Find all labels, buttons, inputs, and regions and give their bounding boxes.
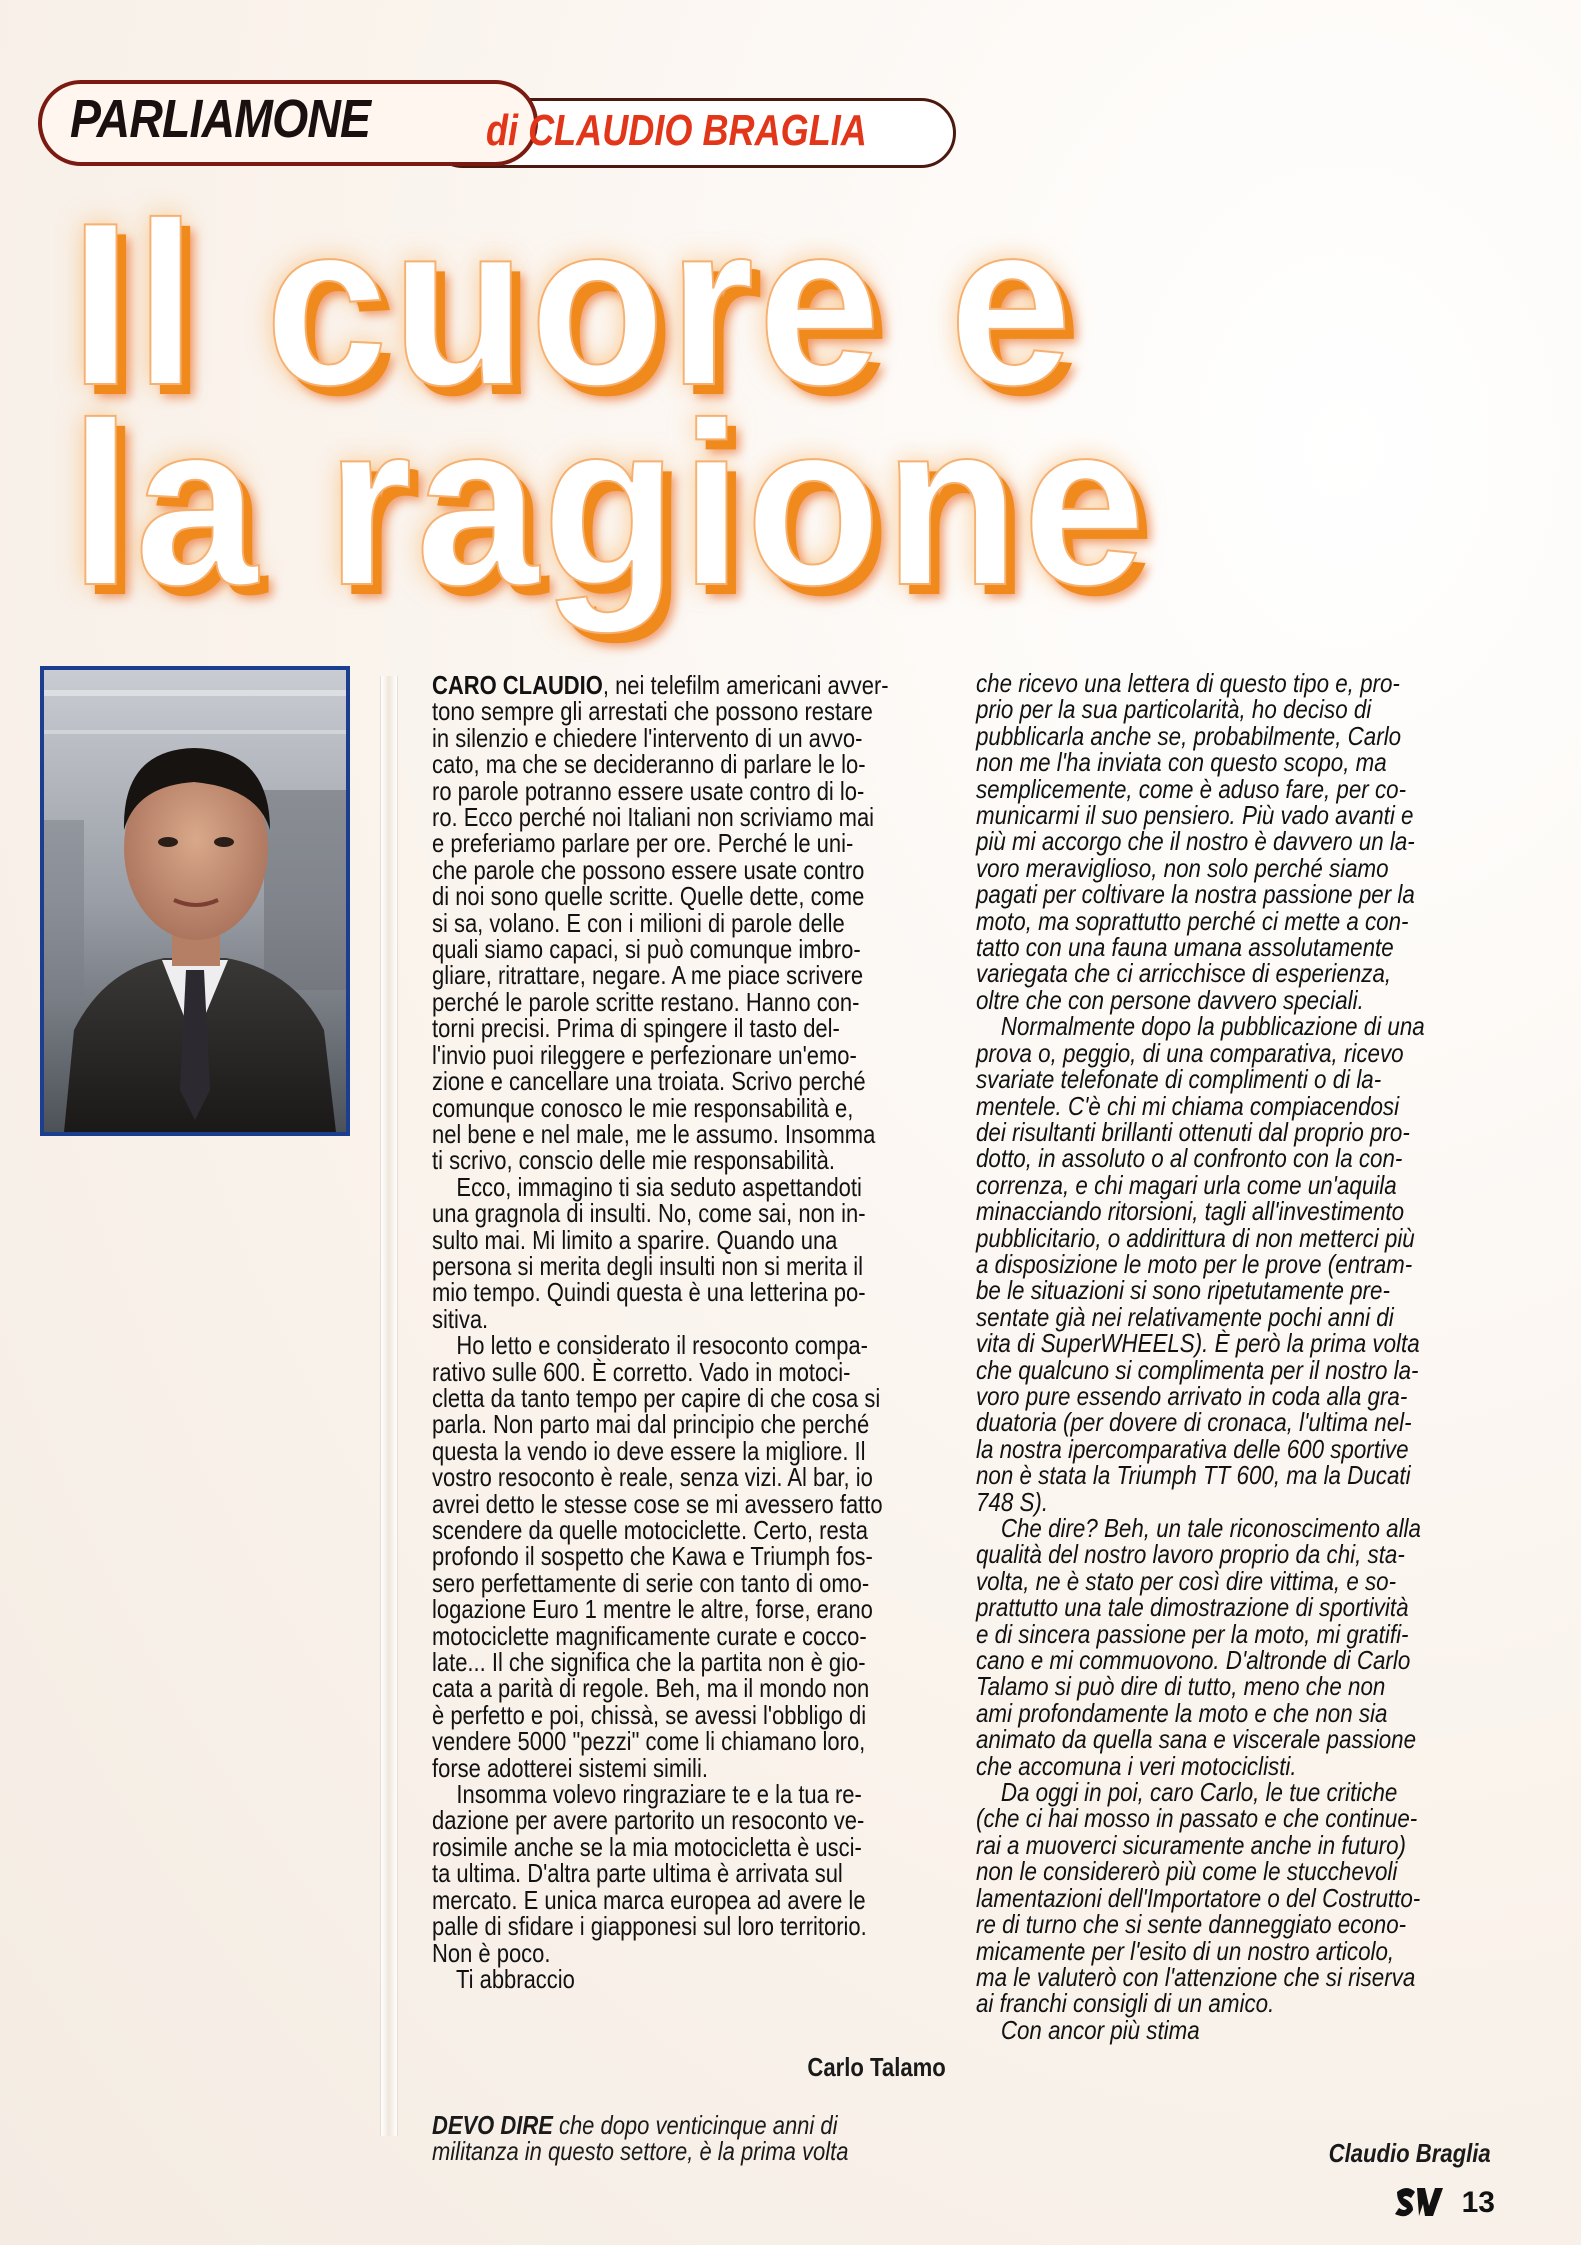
reply-line: oltre che con persone davvero speciali.: [976, 984, 1364, 1015]
reply-line: prova o, peggio, di una comparativa, ricevo: [976, 1037, 1404, 1068]
reply-line: animato da quella sana e viscerale passione: [976, 1724, 1417, 1755]
letter-column: [432, 672, 952, 1992]
letter-line: dazione per avere partorito un resoconto ve-: [432, 1805, 865, 1836]
letter-line: cata a parità di regole. Beh, ma il mondo non: [432, 1673, 870, 1704]
letter-line: tono sempre gli arrestati che possono restare: [432, 696, 873, 727]
reply-line: voro pure essendo arrivato in coda alla gra-: [976, 1380, 1408, 1411]
letter-line: perché le parole scritte restano. Hanno con-: [432, 986, 860, 1017]
reply-line: Con ancor più stima: [976, 2014, 1200, 2045]
reply-line: correnza, e chi magari urla come un'aquila: [976, 1169, 1397, 1200]
reply-opening-line: militanza in questo settore, è la prima volta: [432, 2136, 849, 2167]
letter-salutation: CARO CLAUDIO: [432, 670, 603, 700]
letter-line: parla. Non parto mai dal principio che perché: [432, 1409, 870, 1440]
letter-line: ro parole potranno essere usate contro di lo-: [432, 775, 865, 806]
author-portrait: [40, 666, 350, 1136]
reply-signature: Claudio Braglia: [1328, 2138, 1491, 2168]
letter-line: rativo sulle 600. È corretto. Vado in motoci-: [432, 1356, 851, 1387]
section-title: PARLIAMONE: [70, 89, 371, 149]
reply-opening-line: DEVO DIRE che dopo venticinque anni di: [432, 2110, 838, 2140]
reply-line: più mi accorgo che il nostro è davvero un la-: [976, 826, 1415, 857]
letter-line: forse adotterei sistemi simili.: [432, 1752, 708, 1783]
reply-line: sentate già nei relativamente pochi anni di: [976, 1301, 1394, 1332]
letter-line: si sa, volano. E con i milioni di parole delle: [432, 907, 845, 938]
letter-line: sulto mai. Mi limito a sparire. Quando una: [432, 1224, 838, 1255]
reply-line: non le considererò più come le stucchevoli: [976, 1856, 1398, 1887]
reply-line: pubblicitario, o addirittura di non metterci più: [976, 1222, 1415, 1253]
letter-line: di noi sono quelle scritte. Quelle dette, come: [432, 881, 865, 912]
reply-line: dotto, in assoluto o al confronto con la con-: [976, 1143, 1403, 1174]
reply-line: non è stata la Triumph TT 600, ma la Ducati: [976, 1460, 1411, 1491]
reply-column: [976, 670, 1496, 2043]
reply-line: moto, ma soprattutto perché ci mette a con-: [976, 905, 1409, 936]
letter-line: late... Il che significa che la partita non è gio-: [432, 1647, 866, 1678]
letter-line: l'invio puoi rileggere e perfezionare un'emo-: [432, 1039, 857, 1070]
portrait-illustration: [44, 670, 346, 1132]
letter-line: ta ultima. D'altra parte ultima è arrivata sul: [432, 1858, 843, 1889]
letter-line: mercato. E unica marca europea ad avere le: [432, 1884, 866, 1915]
letter-line: Ecco, immagino ti sia seduto aspettandoti: [432, 1171, 862, 1202]
reply-line: pagati per coltivare la nostra passione per la: [976, 879, 1415, 910]
headline-line-1: Il cuore e: [70, 175, 1076, 434]
letter-line: Non è poco.: [432, 1937, 551, 1968]
reply-line: non me l'ha inviata con questo scopo, ma: [976, 747, 1387, 778]
author-byline: di CLAUDIO BRAGLIA: [486, 106, 867, 155]
reply-line: pubblicarla anche se, probabilmente, Carlo: [976, 720, 1402, 751]
reply-line: semplicemente, come è aduso fare, per co-: [976, 773, 1407, 804]
reply-line: svariate telefonate di complimenti o di la-: [976, 1064, 1382, 1095]
reply-line: Da oggi in poi, caro Carlo, le tue critiche: [976, 1777, 1398, 1808]
reply-line: prattutto una tale dimostrazione di sportività: [976, 1592, 1409, 1623]
column-divider: [380, 676, 398, 2136]
letter-line: palle di sfidare i giapponesi sul loro territorio.: [432, 1911, 867, 1942]
article-headline: [70, 175, 1150, 634]
reply-line: dei risultanti brillanti ottenuti dal proprio pro-: [976, 1116, 1410, 1147]
reply-line: be le situazioni si sono ripetutamente pre-: [976, 1275, 1390, 1306]
letter-line: quali siamo capaci, si può comunque imbro-: [432, 934, 861, 965]
reply-line: Che dire? Beh, un tale riconoscimento alla: [976, 1513, 1421, 1543]
reply-line: che qualcuno si complimenta per il nostro la-: [976, 1354, 1419, 1385]
reply-line: vita di SuperWHEELS). È però la prima volta: [976, 1328, 1420, 1359]
reply-line: ai franchi consigli di un amico.: [976, 1988, 1275, 2019]
reply-line: tatto con una fauna umana assolutamente: [976, 932, 1394, 963]
letter-line: logazione Euro 1 mentre le altre, forse, erano: [432, 1594, 873, 1625]
reply-line: cano e mi commuovono. D'altronde di Carlo: [976, 1645, 1411, 1676]
reply-line: ami profondamente la moto e che non sia: [976, 1697, 1388, 1728]
headline-line-2: la ragione: [70, 375, 1150, 634]
reply-line: prio per la sua particolarità, ho deciso di: [976, 694, 1372, 725]
letter-line: nel bene e nel male, me le assumo. Insomma: [432, 1118, 876, 1149]
letter-line: vendere 5000 "pezzi" come li chiamano loro,: [432, 1726, 866, 1757]
reply-line: a disposizione le moto per le prove (entram-: [976, 1248, 1413, 1279]
reply-line: 748 S).: [976, 1486, 1049, 1517]
reply-line: municarmi il suo pensiero. Più vado avanti e: [976, 800, 1414, 831]
letter-line: torni precisi. Prima di spingere il tasto del-: [432, 1013, 840, 1044]
letter-line: Insomma volevo ringraziare te e la tua re-: [432, 1779, 862, 1810]
reply-line: variegata che ci arricchisce di esperienza,: [976, 958, 1392, 989]
letter-line: mio tempo. Quindi questa è una letterina po-: [432, 1277, 866, 1308]
reply-line: che ricevo una lettera di questo tipo e, pro-: [976, 668, 1400, 698]
letter-signature: Carlo Talamo: [807, 2052, 946, 2082]
reply-line: la nostra ipercomparativa delle 600 sportive: [976, 1433, 1409, 1464]
reply-line: ma le valuterò con l'attenzione che si riserva: [976, 1961, 1416, 1992]
letter-line: in silenzio e chiedere l'intervento di un avvo-: [432, 722, 863, 753]
letter-line: che parole che possono essere usate contro: [432, 854, 865, 885]
reply-line: rai a muoverci sicuramente anche in futuro): [976, 1829, 1407, 1860]
reply-line: Talamo si può dire di tutto, meno che non: [976, 1671, 1386, 1702]
letter-line: una gragnola di insulti. No, come sai, non in-: [432, 1198, 866, 1229]
reply-line: re di turno che si sente danneggiato econo-: [976, 1909, 1407, 1940]
letter-line: è perfetto e poi, chissà, se avessi l'obbligo di: [432, 1699, 867, 1730]
letter-line: cletta da tanto tempo per capire di che cosa si: [432, 1382, 881, 1413]
magazine-logo-icon: [1393, 2184, 1445, 2220]
letter-line: zione e cancellare una troiata. Scrivo perché: [432, 1066, 866, 1097]
letter-line: comunque conosco le mie responsabilità e,: [432, 1092, 854, 1123]
reply-line: lamentazioni dell'Importatore o del Costrutto-: [976, 1882, 1421, 1913]
letter-line: vostro resoconto è reale, senza vizi. Al bar, io: [432, 1462, 873, 1493]
reply-line: voro meraviglioso, non solo perché siamo: [976, 852, 1389, 883]
letter-line: gliare, ritrattare, negare. A me piace scrivere: [432, 960, 864, 991]
reply-line: Normalmente dopo la pubblicazione di una: [976, 1011, 1425, 1042]
reply-line: mentele. C'è chi mi chiama compiacendosi: [976, 1090, 1400, 1121]
reply-line: micamente per l'esito di un nostro articolo,: [976, 1935, 1395, 1966]
letter-line: scendere da quelle motociclette. Certo, resta: [432, 1515, 868, 1545]
reply-opening: [432, 2112, 952, 2165]
reply-line: duatoria (per dovere di cronaca, l'ultima nel-: [976, 1407, 1412, 1438]
letter-line: ti scrivo, conscio delle mie responsabilità.: [432, 1145, 835, 1176]
reply-lead: DEVO DIRE: [432, 2110, 553, 2140]
letter-line: cato, ma che se decideranno di parlare le lo-: [432, 749, 866, 780]
letter-line: questa la vendo io deve essere la migliore. Il: [432, 1435, 866, 1466]
letter-line: sitiva.: [432, 1303, 489, 1334]
reply-line: (che ci hai mosso in passato e che continue-: [976, 1803, 1418, 1834]
letter-line: CARO CLAUDIO, nei telefilm americani avver-: [432, 670, 889, 700]
letter-line: profondo il sospetto che Kawa e Triumph fos-: [432, 1541, 873, 1572]
reply-line: e di sincera passione per la moto, mi gratifi-: [976, 1618, 1409, 1649]
letter-line: Ho letto e considerato il resoconto compa-: [432, 1330, 868, 1361]
section-rubric: [38, 80, 928, 170]
page-number: 13: [1461, 2186, 1495, 2219]
letter-line: ro. Ecco perché noi Italiani non scriviamo mai: [432, 802, 875, 833]
reply-line: minacciando ritorsioni, tagli all'investimento: [976, 1196, 1405, 1227]
reply-line: volta, ne è stato per così dire vittima, e so-: [976, 1565, 1397, 1596]
letter-line: persona si merita degli insulti non si merita il: [432, 1250, 864, 1281]
letter-line: motociclette magnificamente curate e cocco-: [432, 1620, 867, 1651]
letter-line: Ti abbraccio: [432, 1963, 575, 1994]
reply-line: che accomuna i veri motociclisti.: [976, 1750, 1297, 1781]
reply-line: qualità del nostro lavoro proprio da chi, sta-: [976, 1539, 1405, 1570]
letter-line: rosimile anche se la mia motocicletta è usci-: [432, 1831, 862, 1862]
letter-line: sero perfettamente di serie con tanto di omo-: [432, 1567, 870, 1598]
letter-line: avrei detto le stesse cose se mi avessero fatto: [432, 1488, 883, 1519]
letter-line: e preferiamo parlare per ore. Perché le uni-: [432, 828, 854, 859]
